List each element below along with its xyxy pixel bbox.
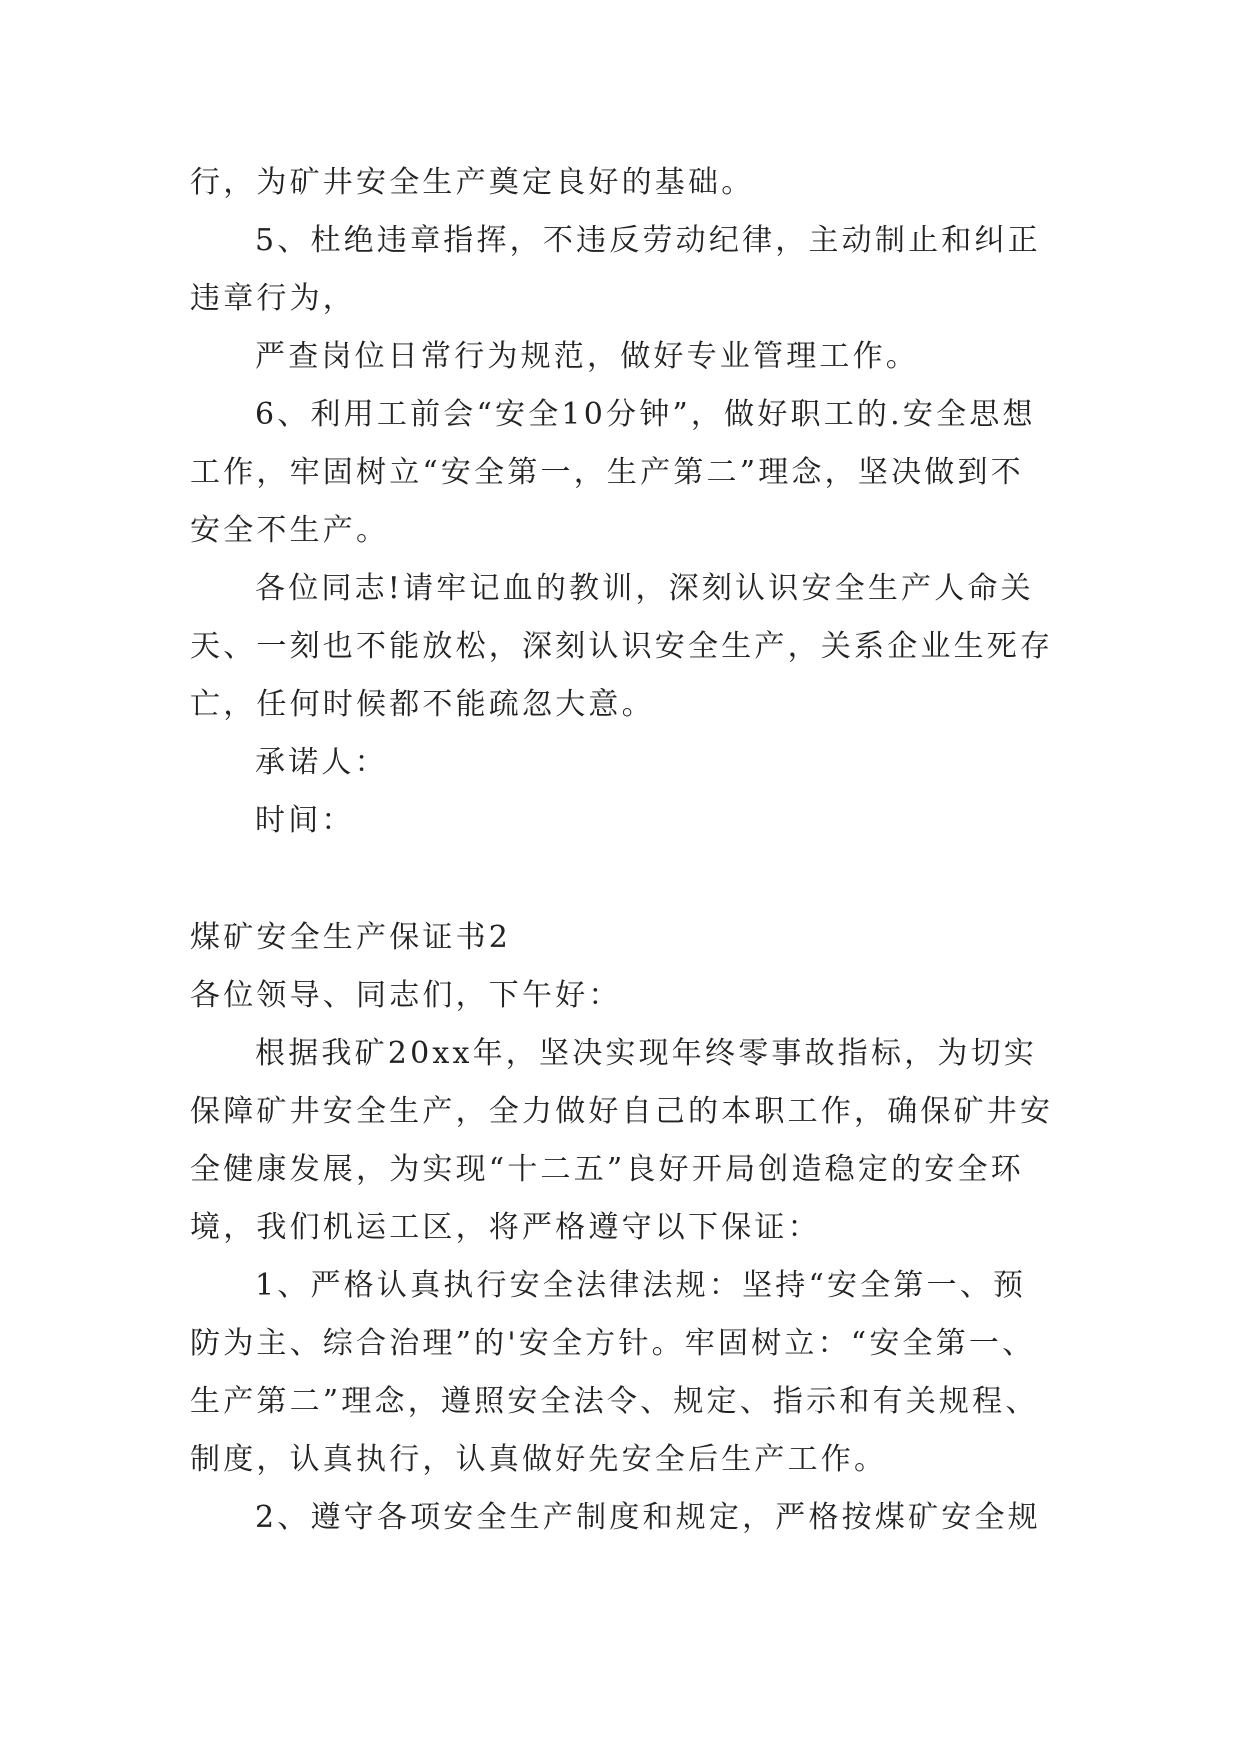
paragraph-line: 制度，认真执行，认真做好先安全后生产工作。 xyxy=(190,1442,888,1477)
signatory-label: 承诺人： xyxy=(255,745,388,780)
paragraph-line: 2、遵守各项安全生产制度和规定，严格按煤矿安全规 xyxy=(255,1500,1041,1535)
paragraph-line: 安全不生产。 xyxy=(190,513,390,548)
paragraph-line: 亡，任何时候都不能疏忽大意。 xyxy=(190,687,655,722)
paragraph-line: 工作，牢固树立“安全第一，生产第二”理念，坚决做到不 xyxy=(190,455,1024,490)
paragraph-line: 5、杜绝违章指挥，不违反劳动纪律，主动制止和纠正 xyxy=(255,223,1041,258)
salutation: 各位领导、同志们，下午好： xyxy=(190,978,622,1013)
paragraph-line: 6、利用工前会“安全10分钟”，做好职工的.安全思想 xyxy=(255,397,1036,432)
paragraph-line: 天、一刻也不能放松，深刻认识安全生产，关系企业生死存 xyxy=(190,629,1054,664)
paragraph-line: 严查岗位日常行为规范，做好专业管理工作。 xyxy=(255,339,919,374)
paragraph-line: 各位同志!请牢记血的教训，深刻认识安全生产人命关 xyxy=(255,571,1034,606)
paragraph-line: 根据我矿20xx年，坚决实现年终零事故指标，为切实 xyxy=(255,1036,1038,1071)
paragraph-line: 行，为矿井安全生产奠定良好的基础。 xyxy=(190,165,755,200)
paragraph-line: 全健康发展，为实现“十二五”良好开局创造稳定的安全环 xyxy=(190,1152,1024,1187)
paragraph-line: 1、严格认真执行安全法律法规：坚持“安全第一、预 xyxy=(255,1268,1027,1303)
paragraph-line: 防为主、综合治理”的'安全方针。牢固树立：“安全第一、 xyxy=(190,1326,1036,1361)
section-title: 煤矿安全生产保证书2 xyxy=(190,920,512,955)
date-label: 时间： xyxy=(255,803,355,838)
paragraph-line: 生产第二”理念，遵照安全法令、规定、指示和有关规程、 xyxy=(190,1384,1039,1419)
paragraph-line: 违章行为， xyxy=(190,281,356,316)
paragraph-line: 保障矿井安全生产，全力做好自己的本职工作，确保矿井安 xyxy=(190,1094,1054,1129)
paragraph-line: 境，我们机运工区，将严格遵守以下保证： xyxy=(190,1210,821,1245)
